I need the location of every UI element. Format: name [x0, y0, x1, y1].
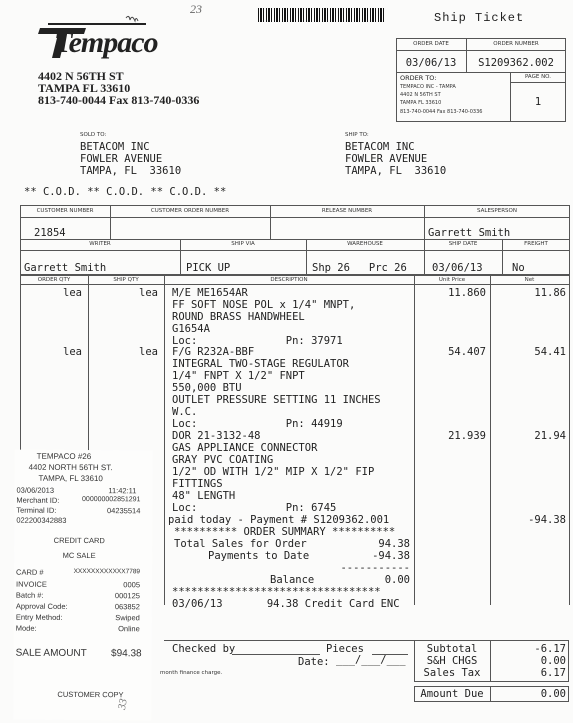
description-label: DESCRIPTION [270, 277, 308, 283]
warehouse: Shp 26 Prc 26 [312, 262, 407, 274]
company-name: Tempaco [54, 26, 158, 59]
receipt-mode-label: Mode: [15, 623, 37, 633]
writer-label: WRITER [89, 241, 111, 247]
item-2-desc-7: Loc: Pn: 44919 [172, 418, 343, 430]
item-1-desc-4: G1654A [172, 323, 210, 335]
sh-charges-label: S&H CHGS [426, 655, 478, 667]
customer-number: 21854 [34, 227, 66, 239]
item-3-unit-price: 21.939 [448, 430, 486, 442]
item-1-desc-1: M/E ME1654AR [172, 287, 248, 299]
credit-card-line: 03/06/13 94.38 Credit Card ENC [172, 598, 400, 610]
summary-stars: ********************************* [172, 586, 381, 598]
receipt-merchant-id: 000000002851291 [82, 495, 141, 504]
payments-to-date: -94.38 [372, 550, 410, 562]
release-number-label: RELEASE NUMBER [321, 208, 373, 214]
receipt-batch: 000125 [114, 591, 140, 601]
barcode [258, 8, 384, 22]
receipt-terminal-label: Terminal ID: [16, 505, 57, 515]
total-sales-label: Total Sales for Order [174, 538, 307, 550]
item-3-desc-5: FITTINGS [172, 478, 223, 490]
receipt-sale-amount: $94.38 [111, 648, 142, 660]
sh-charges: 0.00 [540, 655, 566, 667]
writer: Garrett Smith [24, 262, 107, 274]
receipt-merchant-label: Merchant ID: [16, 495, 60, 505]
order-to-line-1: TEMPACO INC - TAMPA [400, 84, 456, 90]
item-2-unit-price: 54.407 [448, 346, 486, 358]
item-1-desc-3: ROUND BRASS HANDWHEEL [172, 311, 305, 323]
finance-charge-note: month finance charge. [160, 670, 223, 676]
item-1-unit-price: 11.860 [448, 287, 486, 299]
receipt-time: 11:42:11 [108, 486, 137, 496]
warehouse-label: WAREHOUSE [347, 241, 383, 247]
payments-label: Payments to Date [208, 550, 310, 562]
order-date: 03/06/13 [405, 57, 457, 69]
order-number-label: ORDER NUMBER [493, 41, 539, 47]
company-phone-fax: 813-740-0044 Fax 813-740-0336 [38, 93, 200, 107]
order-date-label: ORDER DATE [413, 41, 449, 47]
item-3-desc-7: Loc: Pn: 6745 [172, 502, 337, 514]
sales-tax-label: Sales Tax [423, 667, 481, 679]
checked-by-label: Checked by [172, 643, 236, 655]
date-slots: ___/___/___ [336, 654, 406, 666]
document-title: Ship Ticket [434, 11, 525, 25]
receipt-address-1: 4402 NORTH 56TH ST. [28, 462, 113, 473]
page-no: 1 [534, 96, 542, 108]
company-address-1: 4402 N 56TH ST [38, 69, 124, 83]
card-receipt [13, 450, 152, 721]
receipt-mode: Online [118, 624, 140, 634]
ship-to-line-3: TAMPA, FL 33610 [345, 165, 447, 177]
balance: 0.00 [384, 574, 410, 586]
item-3-desc-6: 48" LENGTH [172, 490, 236, 502]
total-sales: 94.38 [378, 538, 410, 550]
receipt-card-label: CARD # [16, 567, 44, 577]
receipt-card-type: CREDIT CARD [53, 535, 105, 546]
ship-date-label: SHIP DATE [448, 241, 478, 247]
receipt-entry: Swiped [115, 613, 140, 623]
item-1-ship-qty: lea [139, 287, 158, 299]
item-1-order-qty: lea [63, 287, 82, 299]
payment-net: -94.38 [528, 514, 566, 526]
item-3-desc-4: 1/2" OD WITH 1/2" MIP X 1/2" FIP [172, 466, 375, 478]
net-label: Net [524, 277, 535, 283]
ship-via: PICK UP [186, 262, 231, 274]
item-2-net: 54.41 [534, 346, 566, 358]
freight: No [512, 262, 525, 274]
item-3-net: 21.94 [534, 430, 566, 442]
order-number: S1209362.002 [478, 57, 554, 69]
item-1-desc-5: Loc: Pn: 37971 [172, 335, 343, 347]
pieces-label: Pieces [326, 643, 364, 655]
subtotal: -6.17 [534, 643, 566, 655]
item-2-order-qty: lea [63, 346, 82, 358]
ship-to-label: SHIP TO: [345, 132, 369, 138]
ship-to-line-2: FOWLER AVENUE [345, 153, 428, 165]
ship-qty-label: SHIP QTY [113, 277, 139, 283]
receipt-entry-label: Entry Method: [15, 612, 63, 622]
item-1-net: 11.86 [534, 287, 566, 299]
amount-due: 0.00 [540, 688, 566, 700]
sold-to-line-2: FOWLER AVENUE [80, 153, 163, 165]
unit-price-label: Unit Price [438, 277, 466, 283]
sold-to-line-3: TAMPA, FL 33610 [80, 165, 182, 177]
item-2-desc-2: INTEGRAL TWO-STAGE REGULATOR [172, 358, 350, 370]
order-to-line-3: TAMPA FL 33610 [400, 100, 442, 106]
salesperson: Garrett Smith [428, 227, 511, 239]
ship-date: 03/06/13 [432, 262, 483, 274]
receipt-invoice-label: INVOICE [15, 579, 47, 589]
ship-to-line-1: BETACOM INC [345, 141, 415, 153]
item-2-desc-5: OUTLET PRESSURE SETTING 11 INCHES [172, 394, 381, 406]
order-to-line-2: 4402 N 56TH ST [400, 92, 441, 98]
item-1-desc-2: FF SOFT NOSE POL x 1/4" MNPT, [172, 299, 356, 311]
item-2-desc-4: 550,000 BTU [172, 382, 242, 394]
payment-line: paid today - Payment # S1209362.001 [168, 514, 390, 526]
page-no-label: PAGE NO. [524, 74, 552, 80]
receipt-copy-label: CUSTOMER COPY [57, 689, 124, 700]
item-2-desc-3: 1/4" FNPT X 1/2" FNPT [172, 370, 305, 382]
item-2-desc-1: F/G R232A-BBF [172, 346, 255, 358]
item-2-ship-qty: lea [139, 346, 158, 358]
summary-title: ********** ORDER SUMMARY ********** [174, 526, 396, 538]
order-to-line-4: 813-740-0044 Fax 813-740-0336 [400, 109, 483, 115]
sold-to-label: SOLD TO: [80, 132, 107, 138]
date-label: Date: [298, 656, 330, 668]
balance-label: Balance [270, 574, 315, 586]
receipt-approval: 063852 [114, 602, 140, 612]
sales-tax: 6.17 [540, 667, 566, 679]
receipt-approval-label: Approval Code: [15, 601, 68, 611]
cod-notice: ** C.O.D. ** C.O.D. ** C.O.D. ** [24, 186, 227, 198]
handwritten-note: 23 [190, 2, 202, 16]
receipt-store: TEMPACO #26 [36, 451, 92, 462]
item-3-desc-1: DOR 21-3132-48 [172, 430, 261, 442]
sold-to-line-1: BETACOM INC [80, 141, 150, 153]
company-address-2: TAMPA FL 33610 [38, 81, 131, 95]
item-3-desc-3: GRAY PVC COATING [172, 454, 274, 466]
receipt-card-number: XXXXXXXXXXXX7789 [73, 567, 141, 576]
receipt-batch-label: Batch #: [15, 590, 44, 600]
amount-due-label: Amount Due [420, 688, 484, 700]
salesperson-label: SALESPERSON [477, 208, 517, 214]
receipt-sale-type: MC SALE [62, 550, 96, 561]
summary-dash: ----------- [340, 562, 410, 574]
receipt-invoice: 0005 [123, 580, 141, 590]
receipt-ref: 022200342883 [16, 515, 67, 525]
receipt-address-2: TAMPA, FL 33610 [38, 473, 103, 484]
order-qty-label: ORDER QTY [37, 277, 71, 283]
customer-number-label: CUSTOMER NUMBER [36, 208, 94, 214]
receipt-date: 03/06/2013 [16, 485, 55, 495]
receipt-handwritten-note: 33 [115, 697, 130, 711]
order-to-label: ORDER TO: [400, 74, 437, 82]
ship-via-label: SHIP VIA [231, 241, 255, 247]
receipt-terminal-id: 04235514 [106, 506, 141, 516]
receipt-sale-amount-label: SALE AMOUNT [15, 647, 87, 660]
item-2-desc-6: W.C. [172, 406, 198, 418]
customer-order-number-label: CUSTOMER ORDER NUMBER [150, 208, 230, 214]
freight-label: FREIGHT [524, 241, 548, 247]
subtotal-label: Subtotal [426, 643, 478, 655]
item-3-desc-2: GAS APPLIANCE CONNECTOR [172, 442, 318, 454]
